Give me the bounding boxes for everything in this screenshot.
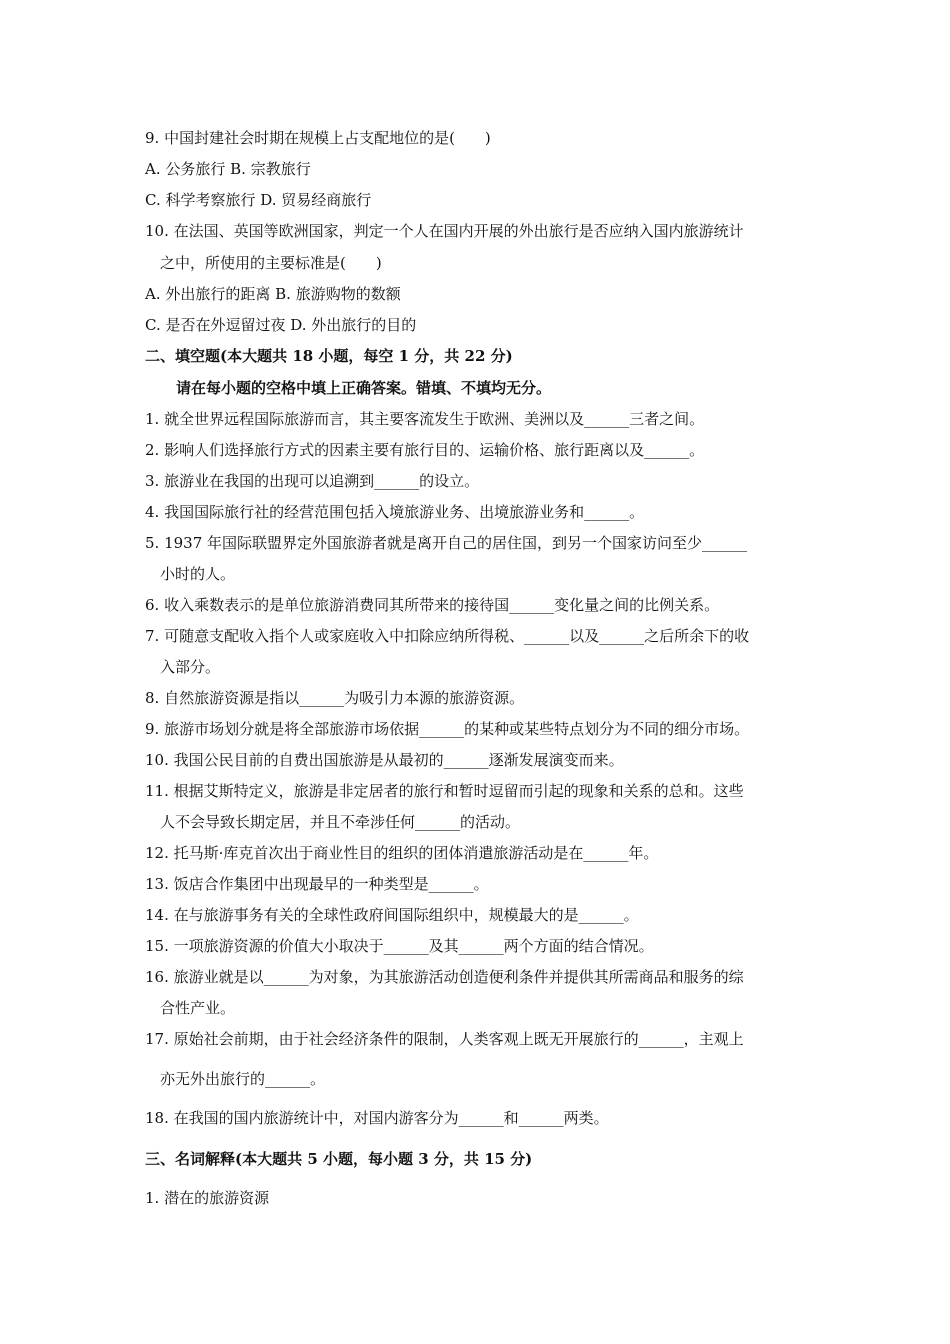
fill-item-7-cont: 入部分。 bbox=[160, 658, 221, 676]
fill-item-7: 7. 可随意支配收入指个人或家庭收入中扣除应纳所得税、______以及______之后所余下的收 bbox=[145, 627, 750, 645]
fill-item-8: 8. 自然旅游资源是指以______为吸引力本源的旅游资源。 bbox=[145, 689, 525, 707]
question-10-options-cd: C. 是否在外逗留过夜 D. 外出旅行的目的 bbox=[145, 316, 417, 334]
question-9-options-cd: C. 科学考察旅行 D. 贸易经商旅行 bbox=[145, 191, 372, 209]
fill-item-6: 6. 收入乘数表示的是单位旅游消费同其所带来的接待国______变化量之间的比例关系。 bbox=[145, 596, 720, 614]
fill-item-15: 15. 一项旅游资源的价值大小取决于______及其______两个方面的结合情况。 bbox=[145, 937, 654, 955]
fill-item-3: 3. 旅游业在我国的出现可以追溯到______的设立。 bbox=[145, 472, 480, 490]
fill-item-1: 1. 就全世界远程国际旅游而言，其主要客流发生于欧洲、美洲以及______三者之间。 bbox=[145, 410, 705, 428]
fill-item-16-cont: 合性产业。 bbox=[160, 999, 236, 1017]
question-10-stem-line2: 之中，所使用的主要标准是( ) bbox=[160, 254, 382, 272]
fill-item-11-cont: 人不会导致长期定居，并且不牵涉任何______的活动。 bbox=[160, 813, 521, 831]
term-item-1: 1. 潜在的旅游资源 bbox=[145, 1189, 270, 1207]
fill-item-5: 5. 1937 年国际联盟界定外国旅游者就是离开自己的居住国，到另一个国家访问至少______ bbox=[145, 534, 748, 552]
fill-item-5-cont: 小时的人。 bbox=[160, 565, 236, 583]
fill-item-16: 16. 旅游业就是以______为对象，为其旅游活动创造便利条件并提供其所需商品和服务的综 bbox=[145, 968, 744, 986]
fill-item-12: 12. 托马斯·库克首次出于商业性目的组织的团体消遣旅游活动是在______年。 bbox=[145, 844, 659, 862]
fill-item-13: 13. 饭店合作集团中出现最早的一种类型是______。 bbox=[145, 875, 489, 893]
question-10-stem-line1: 10. 在法国、英国等欧洲国家，判定一个人在国内开展的外出旅行是否应纳入国内旅游统计 bbox=[145, 222, 744, 240]
fill-item-17: 17. 原始社会前期，由于社会经济条件的限制，人类客观上既无开展旅行的______，主观上 bbox=[145, 1030, 744, 1048]
section-2-title: 二、填空题(本大题共 18 小题，每空 1 分，共 22 分) bbox=[145, 347, 513, 365]
section-2-instruction: 请在每小题的空格中填上正确答案。错填、不填均无分。 bbox=[176, 379, 552, 397]
fill-item-18: 18. 在我国的国内旅游统计中，对国内游客分为______和______两类。 bbox=[145, 1109, 609, 1127]
fill-item-10: 10. 我国公民目前的自费出国旅游是从最初的______逐渐发展演变而来。 bbox=[145, 751, 624, 769]
fill-item-2: 2. 影响人们选择旅行方式的因素主要有旅行目的、运输价格、旅行距离以及______。 bbox=[145, 441, 705, 459]
question-9-stem: 9. 中国封建社会时期在规模上占支配地位的是( ) bbox=[145, 129, 491, 147]
section-3-title: 三、名词解释(本大题共 5 小题，每小题 3 分，共 15 分) bbox=[145, 1150, 533, 1168]
fill-item-14: 14. 在与旅游事务有关的全球性政府间国际组织中，规模最大的是______。 bbox=[145, 906, 639, 924]
fill-item-4: 4. 我国国际旅行社的经营范围包括入境旅游业务、出境旅游业务和______。 bbox=[145, 503, 645, 521]
fill-item-11: 11. 根据艾斯特定义，旅游是非定居者的旅行和暂时逗留而引起的现象和关系的总和。这些 bbox=[145, 782, 744, 800]
question-10-options-ab: A. 外出旅行的距离 B. 旅游购物的数额 bbox=[145, 285, 401, 303]
fill-item-9: 9. 旅游市场划分就是将全部旅游市场依据______的某种或某些特点划分为不同的细分市场。 bbox=[145, 720, 750, 738]
question-9-options-ab: A. 公务旅行 B. 宗教旅行 bbox=[145, 160, 311, 178]
fill-item-17-cont: 亦无外出旅行的______。 bbox=[160, 1070, 326, 1088]
